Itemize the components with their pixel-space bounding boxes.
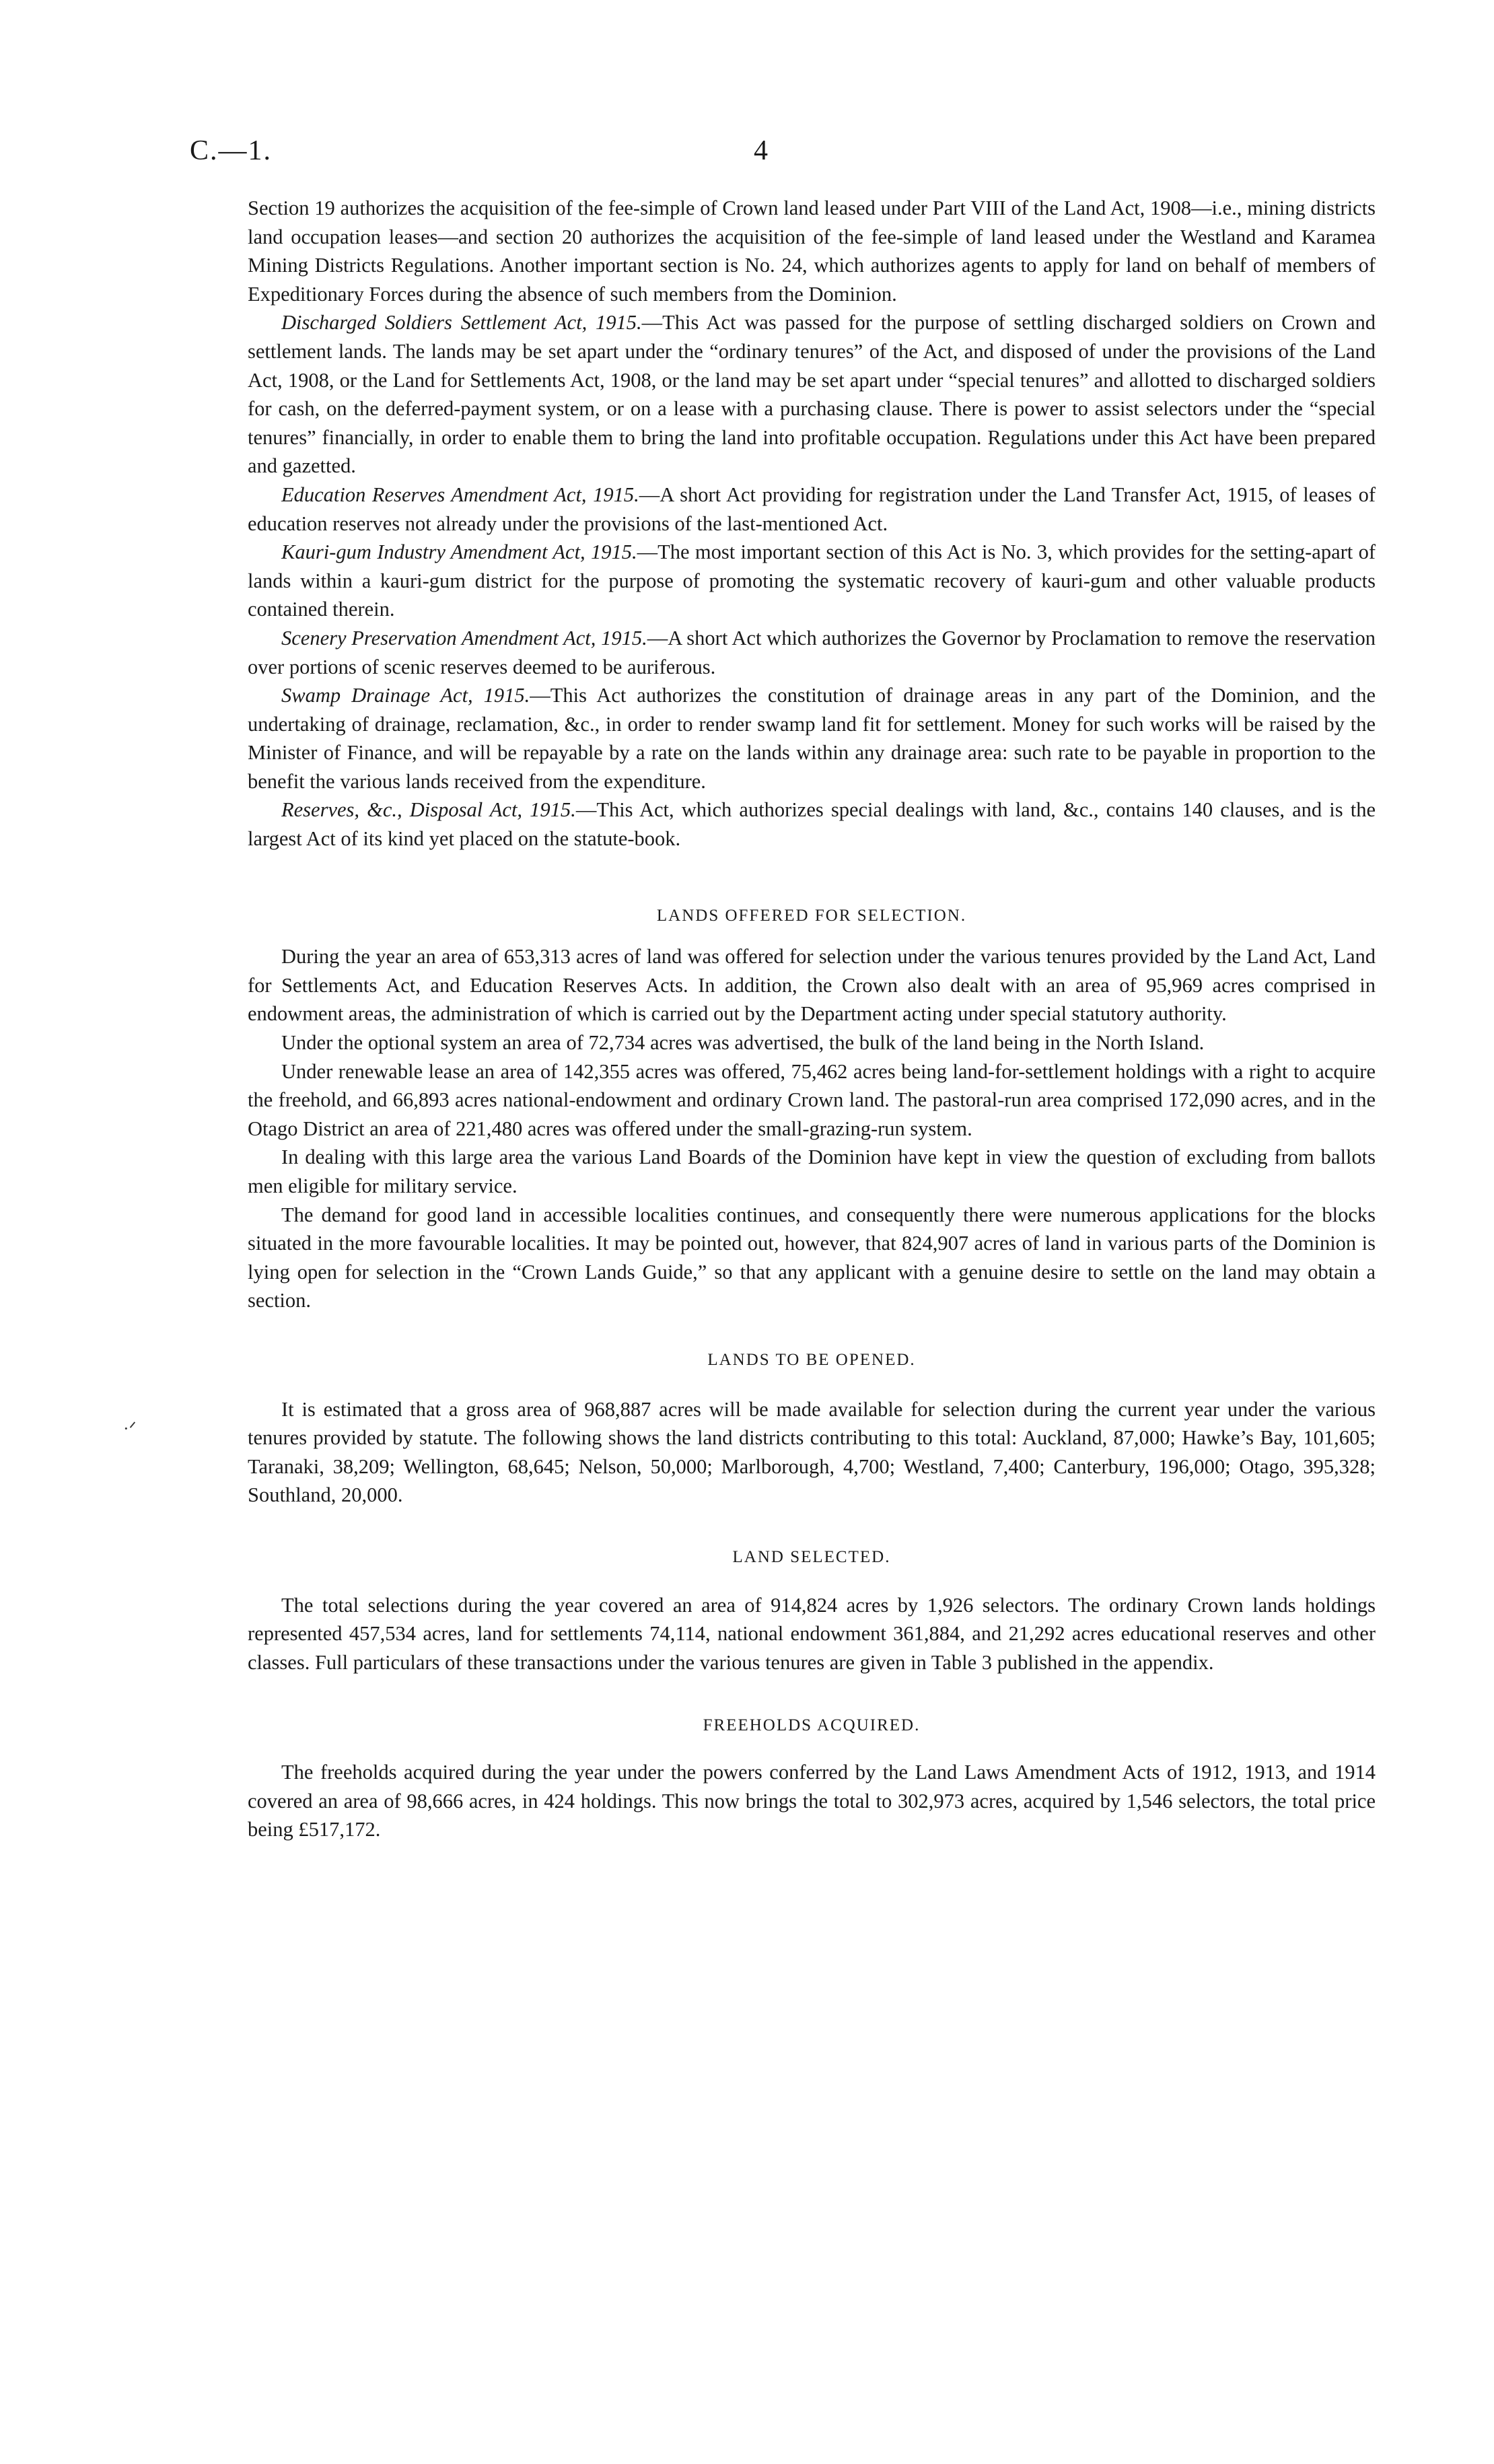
act-title: Education Reserves Amendment Act, 1915.	[281, 483, 639, 506]
body-text	[248, 194, 1376, 1844]
section-heading-lands-opened: LANDS TO BE OPENED.	[707, 1350, 916, 1369]
lands-opened-paragraph: It is estimated that a gross area of 968,887 acres will be made available for selection during the current year under the various tenures provided by statute. The following shows the land districts contributing to this total: Auckland, 87,000; Hawke’s Bay, 101,605; Taranaki, 38,209; Wellington, 68,645; Nelson, 50,000; Marlborough, 4,700; Westland, 7,400; Canterbury, 196,000; Otago, 395,328; Southland, 20,000.	[248, 1397, 1376, 1507]
act-paragraph-education-reserves	[248, 481, 1376, 538]
land-selected-paragraph: The total selections during the year covered an area of 914,824 acres by 1,926 selectors. The ordinary Crown lands holdings represented 457,534 acres, land for settlements 74,114, national endowment 361,884, and 21,292 acres educational reserves and other classes. Full particulars of these transactions under the various tenures are given in Table 3 published in the appendix.	[248, 1593, 1376, 1674]
act-text: —This Act authorizes the constitution of drainage areas in any part of the Dominion, and the undertaking of drainage, reclamation, &c., in order to render swamp land fit for settlement. Money for such works will be raised by the Minister of Finance, and will be repayable by a rate on the lands within any drainage area: such rate to be payable in proportion to the benefit the various lands received from the expenditure.	[248, 684, 1376, 793]
lands-offered-paragraph: Under renewable lease an area of 142,355 acres was offered, 75,462 acres being land-for-settlement holdings with a right to acquire the freehold, and 66,893 acres national-endowment and ordinary Crown land. The pastoral-run area comprised 172,090 acres, and in the Otago District an area of 221,480 acres was offered under the small-grazing-run system.	[248, 1059, 1376, 1140]
act-text: —This Act was passed for the purpose of settling discharged soldiers on Crown and settlement lands. The lands may be set apart under the “ordinary tenures” of the Act, and disposed of under the provisions of the Land Act, 1908, or the Land for Settlements Act, 1908, or the land may be set apart under “special tenures” and allotted to discharged soldiers for cash, on the deferred-payment system, or on a lease with a purchasing clause. There is power to assist selectors under the “special tenures” financially, in order to enable them to bring the land into profitable occupation. Regulations under this Act have been prepared and gazetted.	[248, 311, 1376, 478]
act-paragraph-kauri-gum	[248, 538, 1376, 624]
lands-offered-paragraph: In dealing with this large area the various Land Boards of the Dominion have kept in view the question of excluding from ballots men eligible for military service.	[248, 1146, 1376, 1197]
lands-offered-paragraph: The demand for good land in accessible localities continues, and consequently there were numerous applications for the blocks situated in the more favourable localities. It may be pointed out, however, that 824,907 acres of land in various parts of the Dominion is lying open for selection in the “Crown Lands Guide,” so that any applicant with a genuine desire to settle on the land may obtain a section.	[248, 1203, 1376, 1312]
document-id: C.—1.	[190, 135, 273, 166]
act-title: Swamp Drainage Act, 1915.	[281, 684, 530, 707]
act-paragraph-discharged-soldiers	[248, 308, 1376, 481]
act-text: —This Act, which authorizes special dealings with land, &c., contains 140 clauses, and is the largest Act of its kind yet placed on the statute-book.	[248, 798, 1376, 851]
intro-paragraph: Section 19 authorizes the acquisition of the fee-simple of Crown land leased under Part VIII of the Land Act, 1908—i.e., mining districts land occupation leases—and section 20 authorizes the acquisition of the fee-simple of land leased under the Westland and Karamea Mining Districts Regulations. Another important section is No. 24, which authorizes agents to apply for land on behalf of members of Expeditionary Forces during the absence of such members from the Dominion.	[248, 197, 1376, 306]
act-title: Scenery Preservation Amendment Act, 1915.	[281, 626, 647, 649]
section-heading-land-selected: LAND SELECTED.	[732, 1547, 891, 1566]
act-text: —A short Act which authorizes the Governor by Proclamation to remove the reservation over portions of scenic reserves deemed to be auriferous.	[248, 626, 1376, 678]
section-heading-freeholds: FREEHOLDS ACQUIRED.	[703, 1716, 921, 1735]
lands-offered-paragraph: Under the optional system an area of 72,734 acres was advertised, the bulk of the land being in the North Island.	[281, 1031, 1205, 1055]
act-paragraph-reserves-disposal	[248, 796, 1376, 853]
act-title: Discharged Soldiers Settlement Act, 1915.	[281, 311, 642, 335]
act-paragraph-swamp-drainage	[248, 681, 1376, 796]
act-title: Kauri-gum Industry Amendment Act, 1915.	[281, 540, 637, 564]
act-title: Reserves, &c., Disposal Act, 1915.	[281, 798, 576, 822]
act-text: —The most important section of this Act is No. 3, which provides for the setting-apart of lands within a kauri-gum district for the purpose of promoting the systematic recovery of kauri-gum and other valuable products contained therein.	[248, 540, 1376, 621]
margin-mark: ·ᐟ	[123, 1419, 137, 1438]
page-header	[190, 135, 1374, 182]
lands-offered-paragraph: During the year an area of 653,313 acres of land was offered for selection under the various tenures provided by the Land Act, Land for Settlements Act, and Education Reserves Acts. In addition, the Crown also dealt with an area of 95,969 acres comprised in endowment areas, the administration of which is carried out by the Department acting under special statutory authority.	[248, 945, 1376, 1026]
freeholds-paragraph: The freeholds acquired during the year under the powers conferred by the Land Laws Amendment Acts of 1912, 1913, and 1914 covered an area of 98,666 acres, in 424 holdings. This now brings the total to 302,973 acres, acquired by 1,546 selectors, the total price being £517,172.	[248, 1760, 1376, 1841]
act-text: —A short Act providing for registration under the Land Transfer Act, 1915, of leases of education reserves not already under the provisions of the last-mentioned Act.	[248, 483, 1376, 535]
page-number: 4	[754, 135, 768, 166]
section-heading-lands-offered: LANDS OFFERED FOR SELECTION.	[656, 906, 967, 925]
act-paragraph-scenery-preservation	[248, 624, 1376, 681]
